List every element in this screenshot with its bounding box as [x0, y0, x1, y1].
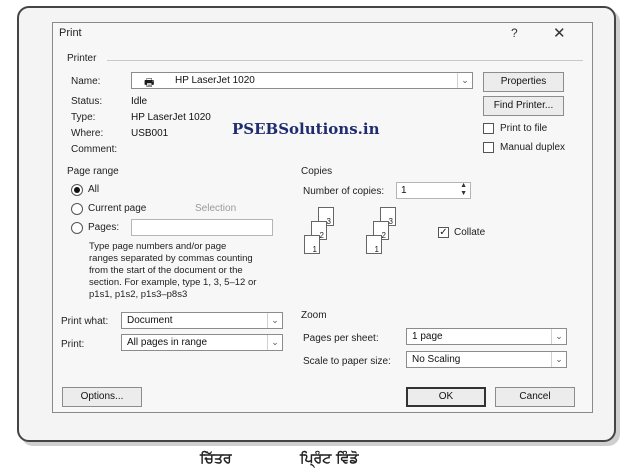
current-page-label: Current page — [88, 203, 147, 214]
cancel-button-label: Cancel — [519, 391, 551, 402]
caption-right: ਪ੍ਰਿੰਟ ਵਿੰਡੋ — [300, 451, 359, 467]
number-of-copies-value: 1 — [401, 185, 407, 196]
spinner-icon[interactable]: ▲ ▼ — [460, 182, 467, 197]
help-line: section. For example, type 1, 3, 5–12 or — [89, 277, 257, 288]
help-line: Type page numbers and/or page — [89, 241, 227, 252]
pages-per-sheet-value: 1 page — [412, 331, 443, 342]
scale-to-paper-select[interactable] — [406, 351, 567, 368]
options-button[interactable] — [62, 387, 142, 407]
chevron-down-icon: ⌄ — [551, 329, 566, 344]
print-to-file-checkbox[interactable] — [483, 123, 494, 134]
help-line: ranges separated by commas counting — [89, 253, 253, 264]
ok-button-label: OK — [438, 391, 454, 402]
all-pages-label: All — [88, 184, 100, 195]
print-dialog — [52, 22, 593, 413]
help-icon[interactable]: ? — [511, 26, 518, 40]
pages-label: Pages: — [88, 222, 120, 233]
print-to-file-label: Print to file — [500, 123, 548, 134]
printer-name-value: HP LaserJet 1020 — [175, 75, 255, 86]
print-select[interactable] — [121, 334, 283, 351]
pages-per-sheet-select[interactable] — [406, 328, 567, 345]
printer-icon: 🖶 — [144, 77, 155, 89]
copies-section-label: Copies — [301, 166, 333, 177]
printer-separator — [107, 60, 583, 61]
properties-button[interactable] — [483, 72, 564, 92]
print-what-value: Document — [127, 315, 173, 326]
print-what-select[interactable] — [121, 312, 283, 329]
print-value: All pages in range — [127, 337, 208, 348]
number-of-copies-label: Number of copies: — [303, 186, 385, 197]
type-value: HP LaserJet 1020 — [131, 112, 211, 123]
selection-label: Selection — [195, 203, 237, 214]
collate-label: Collate — [454, 227, 486, 238]
find-printer-button-label: Find Printer... — [493, 100, 554, 111]
all-pages-radio[interactable] — [71, 184, 83, 196]
caption-left: ਚਿੱਤਰ — [200, 451, 232, 467]
printer-section-label: Printer — [67, 53, 97, 64]
page-number: 1 — [374, 245, 379, 254]
number-of-copies-input[interactable] — [396, 182, 471, 199]
page-number: 3 — [326, 217, 331, 226]
print-what-label: Print what: — [61, 316, 109, 327]
printer-name-label: Name: — [71, 76, 101, 87]
where-label: Where: — [71, 128, 104, 139]
cancel-button[interactable] — [495, 387, 575, 407]
where-value: USB001 — [131, 128, 169, 139]
pages-per-sheet-label: Pages per sheet: — [303, 333, 379, 344]
chevron-down-icon: ⌄ — [267, 335, 282, 350]
find-printer-button[interactable] — [483, 96, 564, 116]
page-number: 2 — [319, 231, 324, 240]
printer-name-select[interactable] — [131, 72, 473, 89]
checkmark-icon: ✓ — [439, 227, 448, 238]
print-label: Print: — [61, 339, 85, 350]
properties-button-label: Properties — [500, 76, 547, 87]
ok-button[interactable] — [406, 387, 486, 407]
manual-duplex-checkbox[interactable] — [483, 142, 494, 153]
page-range-help-text — [89, 241, 256, 301]
options-button-label: Options... — [80, 391, 124, 402]
zoom-section-label: Zoom — [301, 310, 327, 321]
manual-duplex-label: Manual duplex — [500, 142, 566, 153]
chevron-down-icon: ⌄ — [551, 352, 566, 367]
status-value: Idle — [131, 96, 148, 107]
page-number: 1 — [312, 245, 317, 254]
scale-to-paper-value: No Scaling — [412, 354, 461, 365]
page-icon — [304, 235, 320, 254]
page-icon — [366, 235, 382, 254]
chevron-down-icon: ⌄ — [457, 73, 472, 88]
chevron-down-icon: ⌄ — [267, 313, 282, 328]
page-range-section-label: Page range — [67, 166, 119, 177]
help-line: p1s1, p1s2, p1s3–p8s3 — [89, 289, 188, 300]
help-line: from the start of the document or the — [89, 265, 243, 276]
pages-radio[interactable] — [71, 222, 83, 234]
scale-to-paper-label: Scale to paper size: — [303, 356, 391, 367]
close-icon[interactable]: ✕ — [553, 25, 566, 42]
collate-checkbox[interactable] — [438, 227, 449, 238]
pages-input[interactable] — [131, 219, 273, 236]
current-page-radio[interactable] — [71, 203, 83, 215]
type-label: Type: — [71, 112, 96, 123]
page-number: 2 — [381, 231, 386, 240]
watermark: PSEBSolutions.in — [232, 120, 380, 138]
status-label: Status: — [71, 96, 103, 107]
comment-label: Comment: — [71, 144, 118, 155]
dialog-title: Print — [59, 27, 82, 39]
page-number: 3 — [388, 217, 393, 226]
